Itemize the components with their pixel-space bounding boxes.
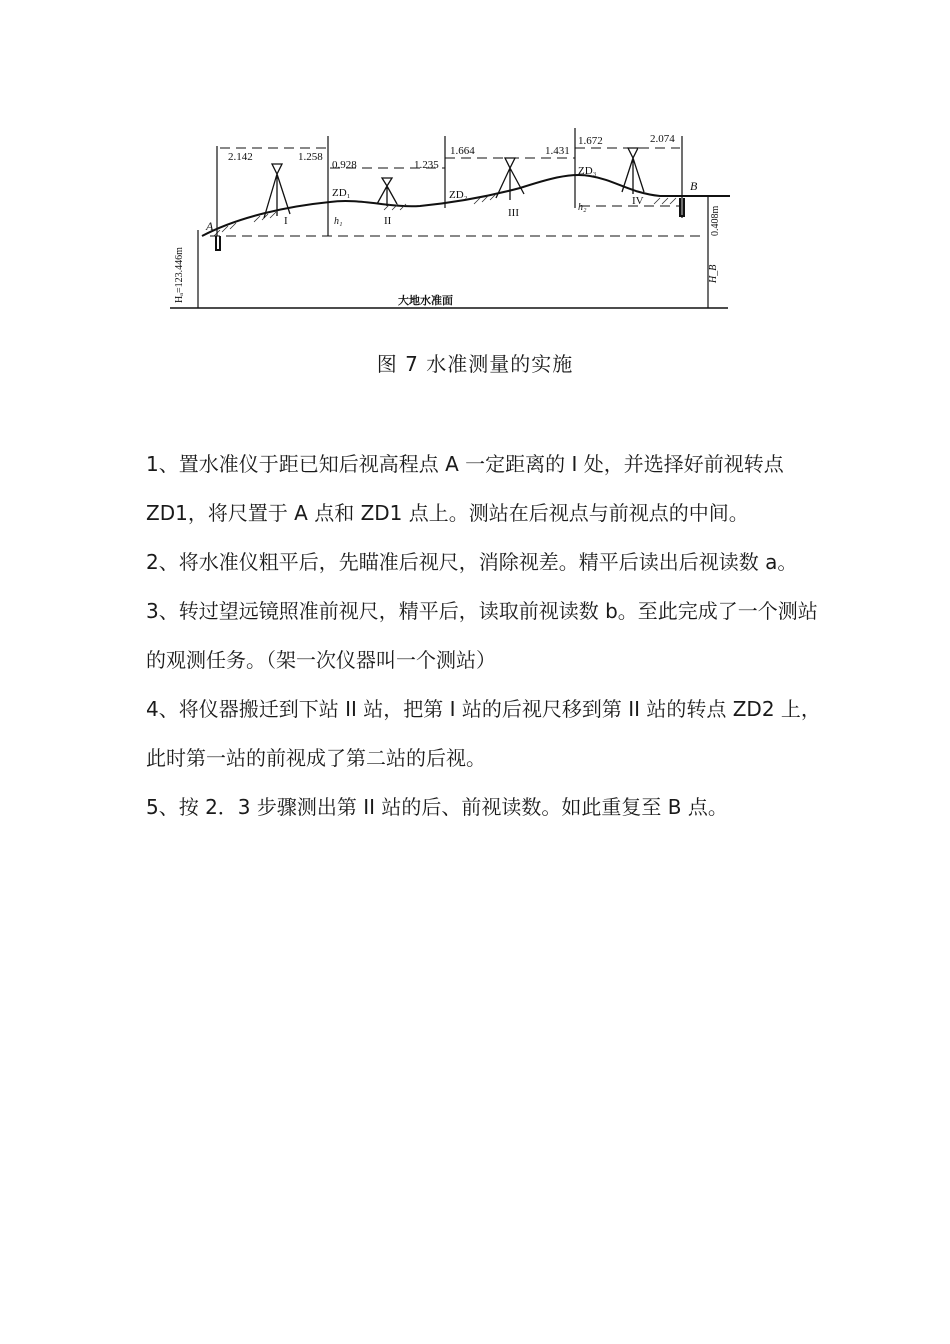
step-5-paragraph: 5、按 2．3 步骤测出第 II 站的后、前视读数。如此重复至 B 点。: [146, 795, 728, 819]
ha-label: Hₐ=123.446m: [174, 247, 185, 303]
step-2-paragraph: 2、将水准仪粗平后，先瞄准后视尺，消除视差。精平后读出后视读数 a。: [146, 550, 798, 574]
point-b-label: B: [690, 179, 698, 193]
reading-label: 1.258: [298, 151, 323, 163]
hb-label: H_B: [708, 264, 719, 283]
reading-label: 1.664: [450, 145, 475, 157]
reading-label: 1.235: [414, 159, 439, 171]
station-label: III: [508, 207, 519, 219]
turning-point-label: ZD₁: [332, 187, 351, 199]
reading-label: 1.672: [578, 135, 603, 147]
step-1-paragraph: 1、置水准仪于距已知后视高程点 A 一定距离的 I 处，并选择好前视转点 ZD1，将尺置于 A 点和 ZD1 点上。测站在后视点与前视点的中间。: [146, 452, 784, 525]
height-mark-label: h₁: [334, 216, 343, 227]
reading-label: 2.074: [650, 133, 675, 145]
station-label: I: [284, 215, 288, 227]
datum-label: 大地水准面: [398, 295, 453, 307]
leveling-diagram: [160, 118, 750, 318]
instruction-text: [146, 440, 826, 832]
step-3-paragraph: 3、转过望远镜照准前视尺，精平后，读取前视读数 b。至此完成了一个测站的观测任务。（架一次仪器叫一个测站）: [146, 599, 818, 672]
reading-label: 0.928: [332, 159, 357, 171]
point-a-label: A: [206, 219, 214, 233]
station-label: IV: [632, 195, 644, 207]
figure-caption: 图 7 水准测量的实施: [376, 352, 574, 376]
station-label: II: [384, 215, 392, 227]
reading-label: 2.142: [228, 151, 253, 163]
ground-profile: [202, 175, 730, 236]
turning-point-label: ZD₂: [449, 189, 468, 201]
diff-label: 0.408m: [710, 205, 721, 236]
reading-label: 1.431: [545, 145, 570, 157]
turning-point-label: ZD₃: [578, 165, 597, 177]
step-4-paragraph: 4、将仪器搬迁到下站 II 站，把第 I 站的后视尺移到第 II 站的转点 ZD2 上，此时第一站的前视成了第二站的后视。: [146, 697, 821, 770]
height-mark-label: h₂: [578, 202, 587, 213]
